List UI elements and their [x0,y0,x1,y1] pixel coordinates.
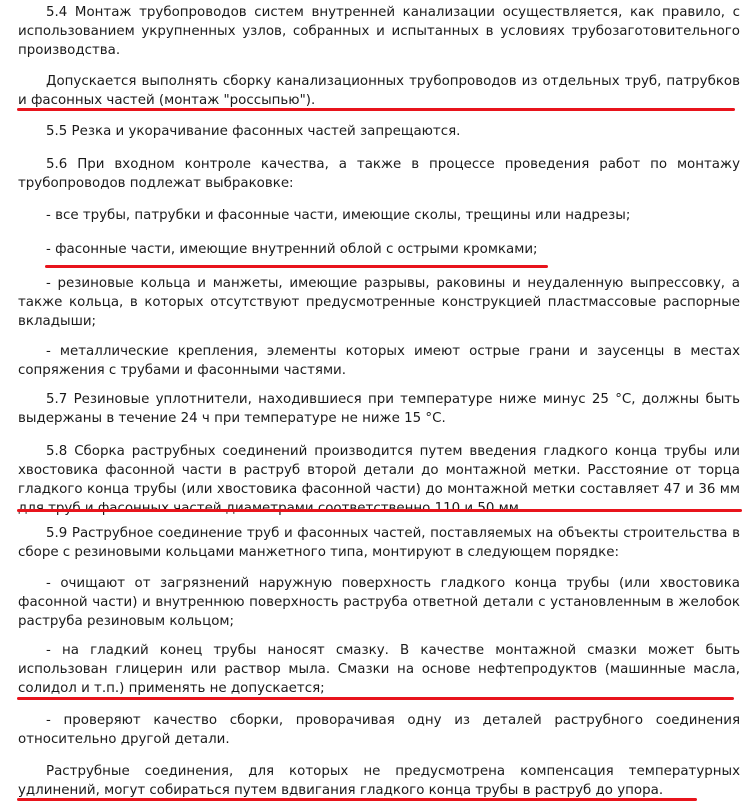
paragraph-5-4-allowed: Допускается выполнять сборку канализационных трубопроводов из отдельных труб, патрубков и фасонных частей (монтаж "россыпью"). [18,74,740,108]
highlight-underline [17,697,734,700]
paragraph-5-7: 5.7 Резиновые уплотнители, находившиеся при температуре ниже минус 25 °С, должны быть выдержаны в течение 24 ч при температуре не ниже 15 °С. [18,392,740,426]
paragraph-5-6-item-b: - фасонные части, имеющие внутренний облой с острыми кромками; [46,242,538,257]
paragraph-5-9-item-b: - на гладкий конец трубы наносят смазку. В качестве монтажной смазки может быть использован глицерин или раствор мыла. Смазки на основе нефтепродуктов (машинные масла, солидол и т.п.) применять не допускается; [18,643,740,696]
paragraph-5-4: 5.4 Монтаж трубопроводов систем внутренней канализации осуществляется, как правило, с использованием укрупненных узлов, собранных и испытанных в условиях трубозаготовительного производства. [18,5,740,58]
paragraph-5-8: 5.8 Сборка раструбных соединений производится путем введения гладкого конца трубы или хвостовика фасонной части в раструб второй детали до монтажной метки. Расстояние от торца гладкого конца трубы (или хвостовика фасонной части) до монтажной метки составляет 47 и 36 мм [18,444,740,497]
highlight-underline [17,509,742,512]
highlight-underline [17,798,697,801]
highlight-underline [45,265,548,268]
paragraph-5-5: 5.5 Резка и укорачивание фасонных частей запрещаются. [46,124,461,139]
paragraph-5-9: 5.9 Раструбное соединение труб и фасонных частей, поставляемых на объекты строительства в сборе с резиновыми кольцами манжетного типа, монтируют в следующем порядке: [18,526,740,560]
paragraph-5-6-item-c: - резиновые кольца и манжеты, имеющие разрывы, раковины и неудаленную выпрессовку, а также кольца, в которых отсутствуют предусмотренные конструкцией пластмассовые распорные вкладыши; [18,276,740,329]
paragraph-5-9-item-a: - очищают от загрязнений наружную поверхность гладкого конца трубы (или хвостовика фасонной части) и внутреннюю поверхность раструба ответной детали с установленным в желобок раструба резиновым кольцом; [18,576,740,629]
paragraph-5-6-item-a: - все трубы, патрубки и фасонные части, имеющие сколы, трещины или надрезы; [46,208,631,223]
paragraph-5-6-item-d: - металлические крепления, элементы которых имеют острые грани и заусенцы в местах сопряжения с трубами и фасонными частями. [18,344,740,378]
highlight-underline [17,108,735,111]
paragraph-5-9-item-c: - проверяют качество сборки, проворачивая одну из деталей раструбного соединения относительно другой детали. [18,713,740,747]
paragraph-5-6: 5.6 При входном контроле качества, а также в процессе проведения работ по монтажу трубопроводов подлежат выбраковке: [18,157,740,191]
paragraph-5-9-final: Раструбные соединения, для которых не предусмотрена компенсация температурных удлинений, могут собираться путем вдвигания гладкого конца трубы в раструб до упора. [18,764,740,798]
